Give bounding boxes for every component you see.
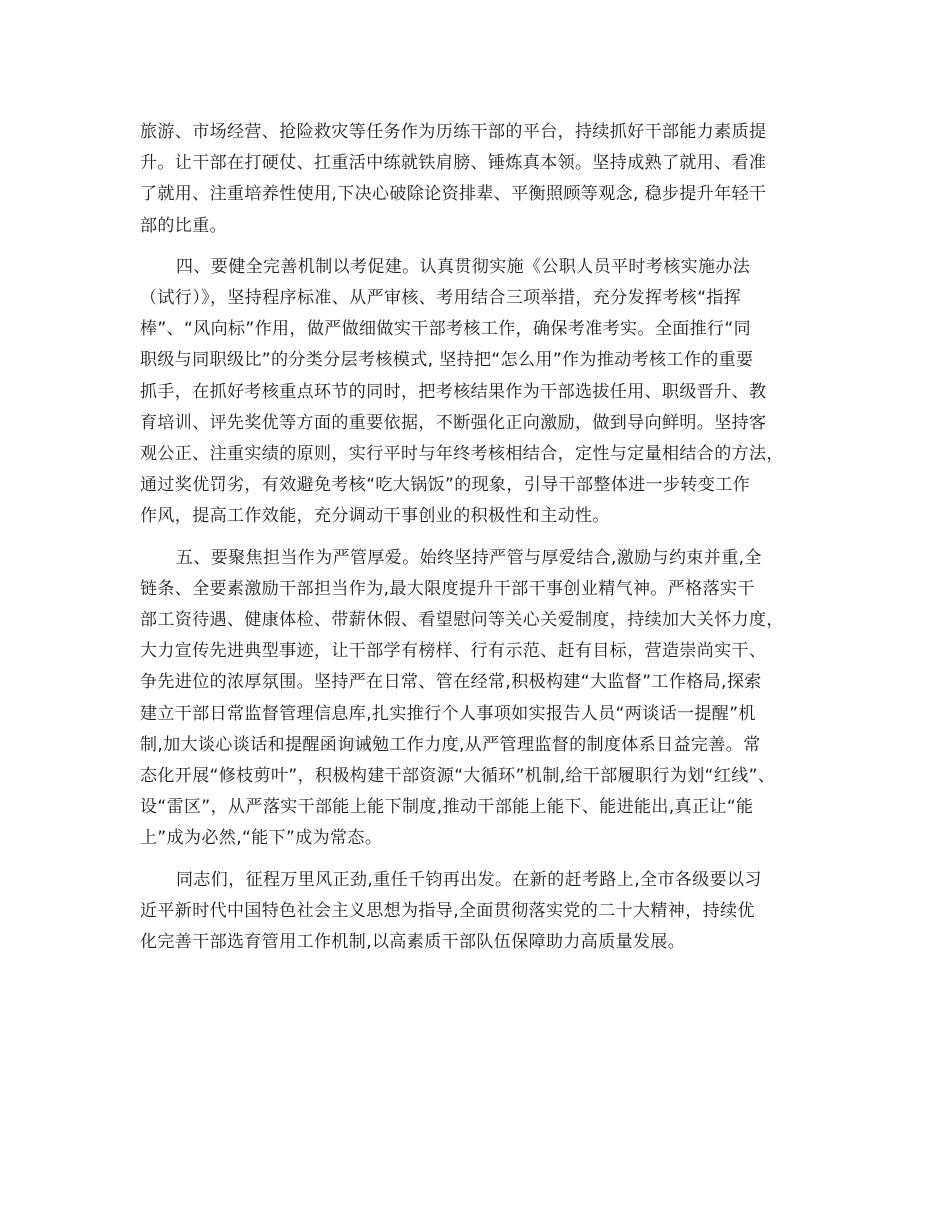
text-line: 抓手，在抓好考核重点环节的同时，把考核结果作为干部选拔任用、职级晋升、教 xyxy=(140,381,767,402)
text-line: 五、要聚焦担当作为严管厚爱。始终坚持严管与厚爱结合,激励与约束并重,全 xyxy=(176,547,762,568)
text-line: （试行）》，坚持程序标准、从严审核、考用结合三项举措，充分发挥考核“指挥 xyxy=(140,288,742,309)
paragraph-4 xyxy=(140,865,830,959)
text-line: 建立干部日常监督管理信息库,扎实推行个人事项如实报告人员“两谈话一提醒”机 xyxy=(140,703,756,724)
paragraph-1 xyxy=(140,117,830,242)
text-line: 了就用、注重培养性使用,下决心破除论资排辈、平衡照顾等观念, 稳步提升年轻干 xyxy=(140,184,767,205)
text-line: 部工资待遇、健康体检、带薪休假、看望慰问等关心关爱制度，持续加大关怀力度， xyxy=(140,610,784,631)
text-line: 链条、全要素激励干部担当作为,最大限度提升干部干事创业精气神。严格落实干 xyxy=(140,578,755,599)
text-line: 同志们，征程万里风正劲,重任千钧再出发。在新的赶考路上,全市各级要以习 xyxy=(176,869,762,890)
text-line: 职级与同职级比”的分类分层考核模式, 坚持把“怎么用”作为推动考核工作的重要 xyxy=(140,350,754,371)
text-line: 大力宣传先进典型事迹，让干部学有榜样、行有示范、赶有目标，营造崇尚实干、 xyxy=(140,641,767,662)
text-line: 旅游、市场经营、抢险救灾等任务作为历练干部的平台，持续抓好干部能力素质提 xyxy=(140,122,767,142)
paragraph-2 xyxy=(140,252,830,533)
text-line: 化完善干部选育管用工作机制,以高素质干部队伍保障助力高质量发展。 xyxy=(140,932,686,953)
text-line: 制,加大谈心谈话和提醒函询诫勉工作力度,从严管理监督的制度体系日益完善。常 xyxy=(140,734,761,755)
text-line: 作风，提高工作效能，充分调动干事创业的积极性和主动性。 xyxy=(140,506,610,527)
text-line: 育培训、评先奖优等方面的重要依据，不断强化正向激励，做到导向鲜明。坚持客 xyxy=(140,412,767,433)
text-line: 争先进位的浓厚氛围。坚持严在日常、管在经常,积极构建“大监督”工作格局,探索 xyxy=(140,672,762,693)
text-line: 升。让干部在打硬仗、扛重活中练就铁肩膀、锤炼真本领。坚持成熟了就用、看准 xyxy=(140,153,767,174)
text-line: 部的比重。 xyxy=(140,215,227,236)
text-line: 观公正、注重实绩的原则，实行平时与年终考核相结合，定性与定量相结合的方法， xyxy=(140,444,784,465)
text-line: 态化开展“修枝剪叶”，积极构建干部资源“大循环”机制,给干部履职行为划“红线”、 xyxy=(140,766,776,787)
text-line: 设“雷区”，从严落实干部能上能下制度,推动干部能上能下、能进能出,真正让“能 xyxy=(140,797,754,818)
text-line: 近平新时代中国特色社会主义思想为指导,全面贯彻落实党的二十大精神，持续优 xyxy=(140,900,755,921)
document-page xyxy=(140,117,830,968)
text-line: 上”成为必然,“能下”成为常态。 xyxy=(140,828,383,849)
paragraph-3 xyxy=(140,543,830,855)
text-line: 通过奖优罚劣，有效避免考核“吃大锅饭”的现象，引导干部整体进一步转变工作 xyxy=(140,475,751,496)
text-line: 四、要健全完善机制以考促建。认真贯彻实施《公职人员平时考核实施办法 xyxy=(176,256,751,277)
text-line: 棒”、“风向标”作用，做严做细做实干部考核工作，确保考准考实。全面推行“同 xyxy=(140,319,752,340)
